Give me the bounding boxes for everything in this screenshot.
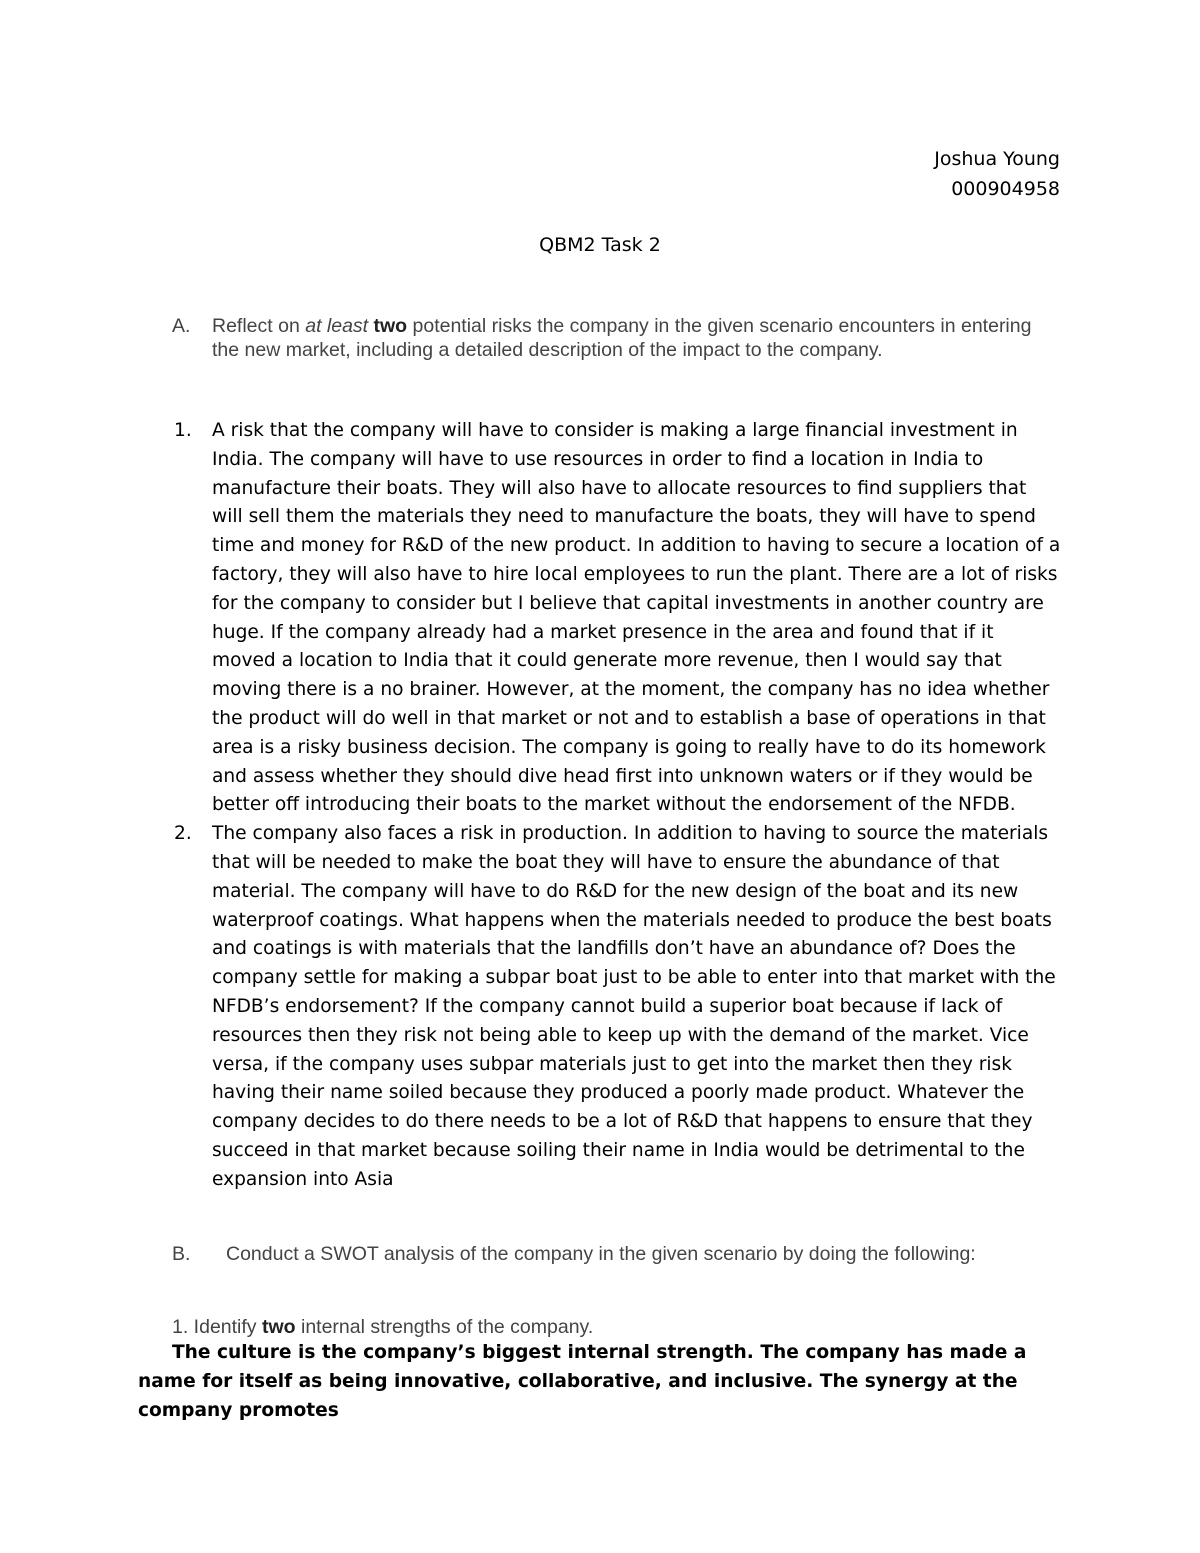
answer-item-2 [172,820,1062,1194]
prompt-b-text [212,1242,1032,1266]
prompt-a [172,314,1032,362]
prompt-a-text [212,314,1032,362]
student-id: 000904958 [951,178,1060,200]
subprompt-text-start: Identify [188,1316,262,1338]
answers-list [172,417,1062,1195]
prompt-b-marker: B. [172,1243,191,1265]
answer-number: 2. [174,823,192,845]
subprompt-text-end: internal strengths of the company. [295,1316,594,1338]
prompt-a-text-end: potential risks the company in the given scenario encounters in entering the new market, including a detailed description of the impact to the company. [212,315,1032,361]
answer-text: The company also faces a risk in production. In addition to having to source the materials that will be needed to make the boat they will have to ensure the abundance of that material. The company will have to do R&D for the new design of the boat and its new waterproof coatings. What happens when the materials needed to produce the best boats and coatings is with materials that the landfills don’t have an abundance of? Does the company settle for making a subpar boat just to be able to enter into that market with the NFDB’s endorsement? If the company cannot build a superior boat because if lack of resources then they risk not being able to keep up with the demand of the market. Vice versa, if the company uses subpar materials just to get into the market then they risk having their name soiled because they produced a poorly made product. Whatever the company decides to do there needs to be a lot of R&D that happens to ensure that they succeed in that market because soiling their name in India would be detrimental to the expansion into Asia [212,823,1056,1190]
author-block [934,144,1060,204]
prompt-a-text-start: Reflect on [212,315,306,337]
answer-text: A risk that the company will have to consider is making a large financial investment in India. The company will have to use resources in order to find a location in India to manufacture their boats. They will also have to allocate resources to find suppliers that will sell them the materials they need to manufacture the boats, they will have to spend time and money for R&D of the new product. In addition to having to secure a location of a factory, they will also have to hire local employees to run the plant. There are a lot of risks for the company to consider but I believe that capital investments in another country are huge. If the company already had a market presence in the area and found that if it moved a location to India that it could generate more revenue, then I would say that moving there is a no brainer. However, at the moment, the company has no idea whether the product will do well in that market or not and to establish a base of operations in that area is a risky business decision. The company is going to really have to do its homework and assess whether they should dive head first into unknown waters or if they would be better off introducing their boats to the market without the endorsement of the NFDB. [212,420,1061,816]
document-title: QBM2 Task 2 [539,234,661,256]
prompt-a-marker: A. [172,315,191,337]
subprompt-strong: two [261,1316,296,1338]
author-name: Joshua Young [934,148,1060,170]
subprompt-number: 1. [172,1316,189,1338]
prompt-a-emphasis: at least [305,315,369,337]
prompt-b [172,1242,1032,1266]
answer-item-1 [172,417,1062,820]
subprompt-1 [172,1314,593,1340]
closing-paragraph: The culture is the company’s biggest internal strength. The company has made a name for itself as being innovative, collaborative, and inclusive. The synergy at the company promotes [138,1342,1027,1421]
prompt-b-text-span: Conduct a SWOT analysis of the company in the given scenario by doing the following: [226,1243,976,1265]
answer-number: 1. [174,420,192,441]
prompt-a-strong: two [373,315,408,337]
